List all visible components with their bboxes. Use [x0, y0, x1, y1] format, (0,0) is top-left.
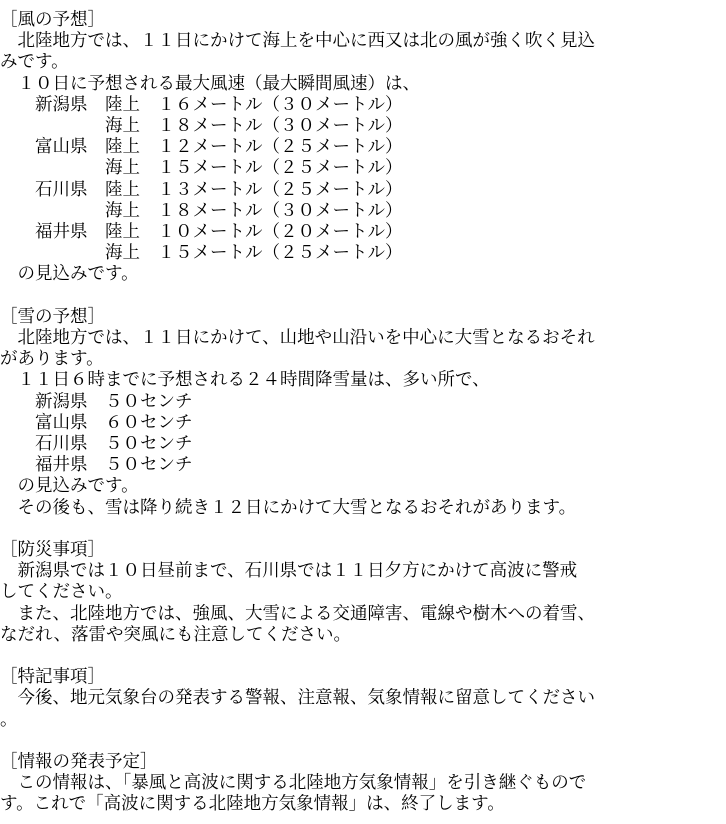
section-heading: ［特記事項］	[0, 667, 105, 688]
section-heading: ［防災事項］	[0, 540, 105, 560]
text-line: の見込みです。	[0, 264, 139, 285]
text-line: なだれ、落雷や突風にも注意してください。	[0, 624, 352, 645]
text-line: 福井県 陸上 １０メートル（２０メートル）	[0, 222, 403, 242]
section-heading: ［情報の発表予定］	[0, 752, 158, 772]
text-line: 富山県 陸上 １２メートル（２５メートル）	[0, 137, 403, 158]
text-line: その後も、雪は降り続き１２日にかけて大雪となるおそれがあります。	[0, 497, 577, 518]
text-line: １０日に予想される最大風速（最大瞬間風速）は、	[0, 73, 420, 94]
section-heading: ［雪の予想］	[0, 306, 105, 327]
text-line: 海上 １５メートル（２５メートル）	[0, 243, 403, 264]
text-line: １１日６時までに予想される２４時間降雪量は、多い所で、	[0, 370, 490, 391]
text-line: この情報は、「暴風と高波に関する北陸地方気象情報」を引き継ぐもので	[0, 773, 587, 794]
text-line: 。	[0, 709, 18, 730]
text-line: 海上 １５メートル（２５メートル）	[0, 158, 403, 179]
text-line: 北陸地方では、１１日にかけて、山地や山沿いを中心に大雪となるおそれ	[0, 328, 595, 348]
text-line: す。これで「高波に関する北陸地方気象情報」は、終了します。	[0, 794, 505, 815]
text-line: 福井県 ５０センチ	[0, 455, 193, 476]
text-line: の見込みです。	[0, 476, 139, 497]
text-line: してください。	[0, 582, 123, 603]
text-line: 海上 １８メートル（３０メートル）	[0, 200, 403, 221]
text-line: があります。	[0, 349, 104, 370]
text-line: みです。	[0, 52, 69, 73]
text-line: 新潟県 陸上 １６メートル（３０メートル）	[0, 94, 403, 115]
text-line: 新潟県 ５０センチ	[0, 391, 193, 412]
text-line: 富山県 ６０センチ	[0, 412, 193, 433]
text-line: 石川県 陸上 １３メートル（２５メートル）	[0, 179, 403, 200]
text-line: 今後、地元気象台の発表する警報、注意報、気象情報に留意してください	[0, 688, 595, 709]
text-line: 北陸地方では、１１日にかけて海上を中心に西又は北の風が強く吹く見込	[0, 31, 595, 52]
text-line: また、北陸地方では、強風、大雪による交通障害、電線や樹木への着雪、	[0, 603, 595, 624]
section-heading: ［風の予想］	[0, 10, 105, 30]
text-line: 石川県 ５０センチ	[0, 434, 193, 454]
text-line: 新潟県では１０日昼前まで、石川県では１１日夕方にかけて高波に警戒	[0, 561, 578, 582]
text-line: 海上 １８メートル（３０メートル）	[0, 116, 403, 136]
